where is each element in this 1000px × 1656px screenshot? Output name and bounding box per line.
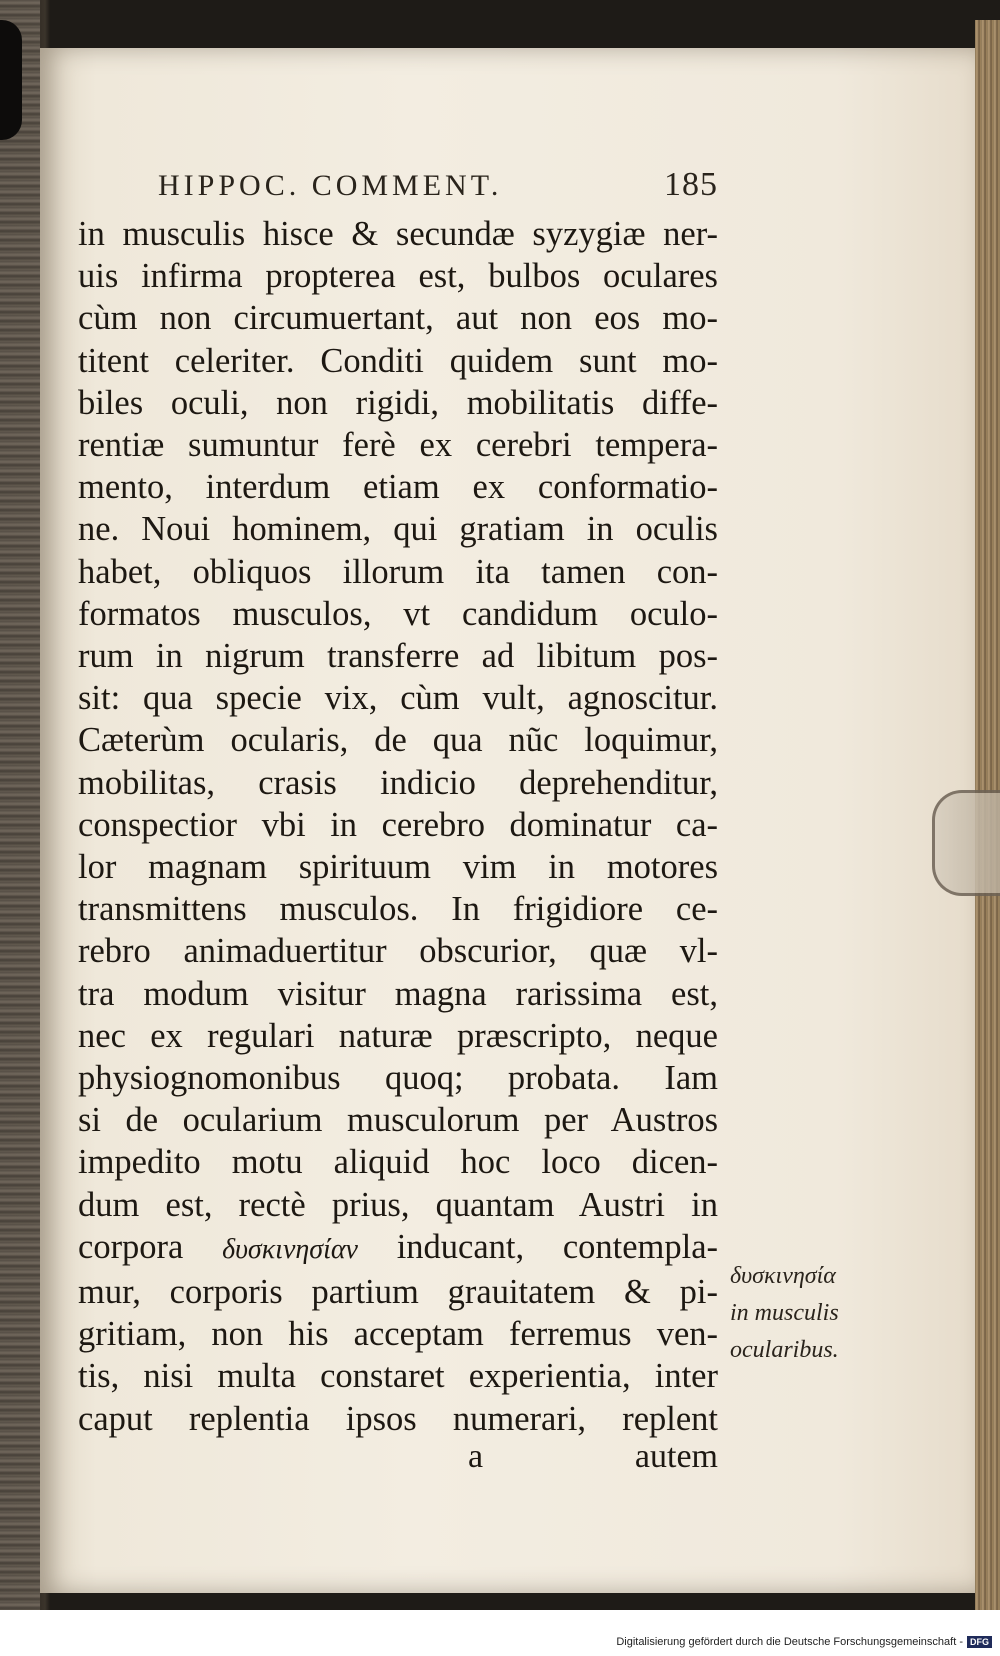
book-spine-edge — [0, 0, 40, 1610]
text-line: caput replentia ipsos numerari, replent — [78, 1399, 718, 1438]
text-line: cùm non circumuertant, aut non eos mo- — [78, 299, 718, 338]
text-line: mobilitas, crasis indicio deprehenditur, — [78, 763, 718, 802]
page-number: 185 — [664, 166, 718, 203]
text-line: tis, nisi multa constaret experientia, inter — [78, 1357, 718, 1396]
text-line: impedito motu aliquid hoc loco dicen- — [78, 1143, 718, 1182]
text-line: rum in nigrum transferre ad libitum pos- — [78, 637, 718, 676]
text-line: conspectior vbi in cerebro dominatur ca- — [78, 805, 718, 844]
text-line: titent celeriter. Conditi quidem sunt mo- — [78, 341, 718, 380]
greek-line-before: corpora — [78, 1227, 223, 1266]
text-line: Cæterùm ocularis, de qua nũc loquimur, — [78, 721, 718, 760]
text-line: si de ocularium musculorum per Austros — [78, 1101, 718, 1140]
marginal-note — [730, 1258, 900, 1369]
text-line: mento, interdum etiam ex conformatio- — [78, 468, 718, 507]
greek-word: δυσκινησίαν — [222, 1233, 358, 1265]
text-line-greek — [78, 1226, 718, 1271]
text-line: nec ex regulari naturæ præscripto, neque — [78, 1016, 718, 1055]
marginal-note-line: ocularibus. — [730, 1337, 839, 1363]
page-header — [158, 166, 718, 204]
book-clasp — [932, 790, 1000, 896]
text-line: tra modum visitur magna rarissima est, — [78, 974, 718, 1013]
text-line: lor magnam spirituum vim in motores — [78, 848, 718, 887]
text-line: biles oculi, non rigidi, mobilitatis diffe- — [78, 383, 718, 422]
book-page — [40, 48, 975, 1593]
greek-line-after: inducant, contempla- — [358, 1227, 718, 1266]
dfg-credit — [616, 1636, 992, 1648]
text-line: in musculis hisce & secundæ syzygiæ ner- — [78, 215, 718, 253]
running-head: HIPPOC. COMMENT. — [158, 169, 503, 202]
dfg-credit-text: Digitalisierung gefördert durch die Deutsche Forschungsgemeinschaft - — [616, 1636, 963, 1648]
text-line: ne. Noui hominem, qui gratiam in oculis — [78, 510, 718, 549]
signature-mark: a — [468, 1438, 484, 1475]
text-line: habet, obliquos illorum ita tamen con- — [78, 552, 718, 591]
text-line: gritiam, non his acceptam ferremus ven- — [78, 1315, 718, 1354]
text-line: uis infirma propterea est, bulbos oculares — [78, 257, 718, 296]
text-line: dum est, rectè prius, quantam Austri in — [78, 1185, 718, 1224]
binding-shadow — [0, 20, 22, 140]
text-line: mur, corporis partium grauitatem & pi- — [78, 1273, 718, 1312]
catchword: autem — [634, 1438, 718, 1475]
text-line: sit: qua specie vix, cùm vult, agnoscitur. — [78, 679, 718, 718]
body-text — [78, 213, 718, 1440]
marginal-note-line: in musculis — [730, 1300, 839, 1326]
footer-band — [0, 1610, 1000, 1656]
text-line: physiognomonibus quoq; probata. Iam — [78, 1059, 718, 1098]
dfg-logo: DFG — [967, 1636, 992, 1648]
text-line: transmittens musculos. In frigidiore ce- — [78, 890, 718, 929]
text-line: rentiæ sumuntur ferè ex cerebri tempera- — [78, 426, 718, 465]
text-line: formatos musculos, vt candidum oculo- — [78, 594, 718, 633]
text-line: rebro animaduertitur obscurior, quæ vl- — [78, 932, 718, 971]
marginal-note-line: δυσκινησία — [730, 1263, 836, 1289]
